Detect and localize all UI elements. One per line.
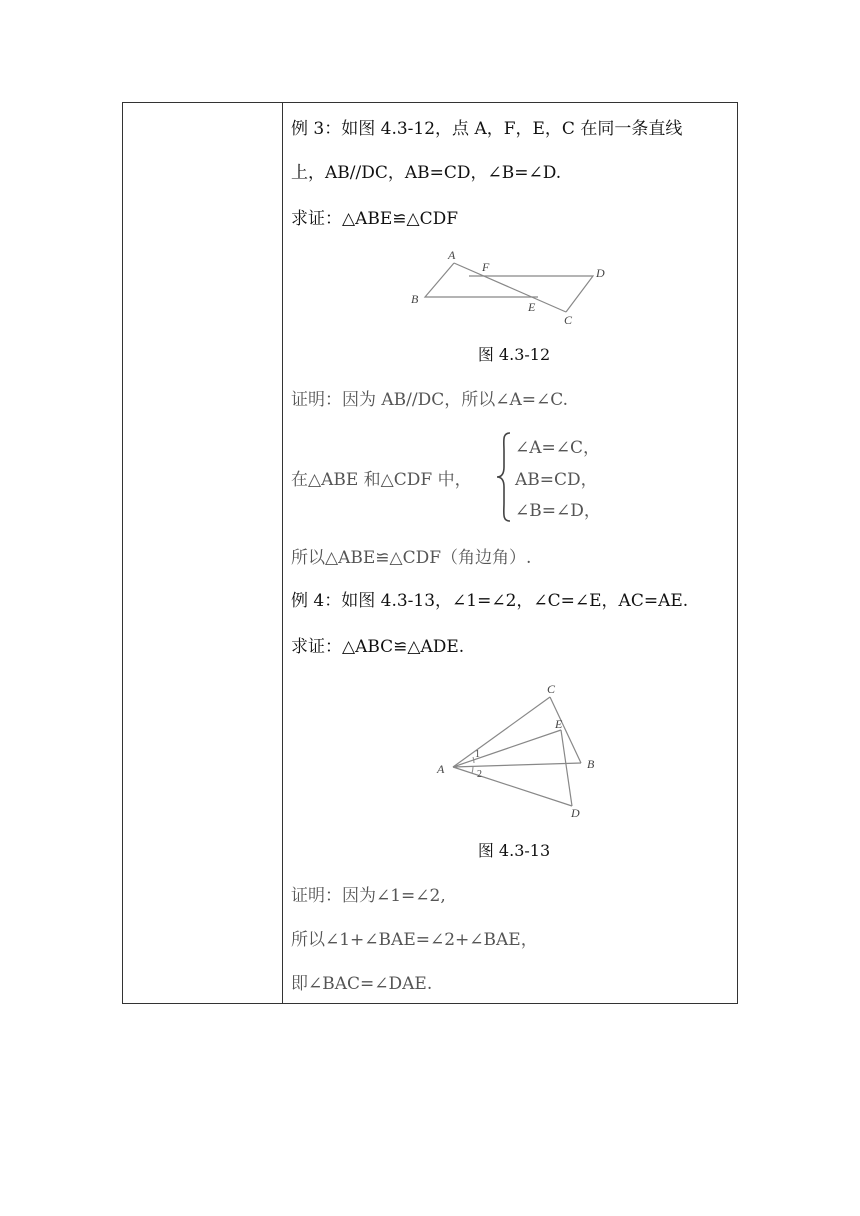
- figure1-label-c: C: [564, 313, 573, 327]
- brace-item-3: ∠B=∠D，: [515, 501, 601, 521]
- figure1-label-d: D: [596, 266, 605, 280]
- example4-proof-line1: 证明：因为∠1=∠2,: [291, 886, 446, 906]
- example3-proof-line2: 在△ABE 和△CDF 中，: [291, 470, 472, 490]
- figure1-label-b: B: [411, 292, 419, 306]
- figure2-label-b: B: [587, 757, 595, 771]
- figure-4-3-13: [431, 683, 611, 823]
- example3-proof-line1: 证明：因为 AB//DC，所以∠A=∠C.: [291, 390, 569, 410]
- example4-proof-line2: 所以∠1+∠BAE=∠2+∠BAE，: [291, 930, 538, 950]
- example4-statement: 例 4：如图 4.3-13，∠1=∠2，∠C=∠E，AC=AE.: [291, 591, 689, 611]
- example3-statement-line2: 上，AB//DC，AB=CD，∠B=∠D.: [291, 163, 562, 183]
- brace-item-2: AB=CD，: [515, 470, 598, 490]
- brace-item-1: ∠A=∠C，: [515, 438, 601, 458]
- column-divider: [282, 103, 283, 1003]
- example3-prove: 求证：△ABE≌△CDF: [291, 209, 459, 229]
- example4-proof-line3: 即∠BAC=∠DAE.: [291, 974, 433, 994]
- figure-4-3-12-caption: 图 4.3-12: [477, 345, 551, 364]
- figure2-label-e: E: [555, 717, 563, 731]
- figure2-label-c: C: [547, 682, 556, 696]
- brace-icon: [496, 431, 512, 523]
- figure1-label-f: F: [482, 260, 490, 274]
- figure2-label-2: 2: [477, 769, 482, 780]
- example3-statement-line1: 例 3：如图 4.3-12，点 A，F，E，C 在同一条直线: [291, 119, 683, 139]
- example3-conclusion: 所以△ABE≌△CDF（角边角）.: [291, 548, 532, 568]
- figure-4-3-13-caption: 图 4.3-13: [477, 841, 551, 860]
- figure-4-3-12: [411, 248, 621, 327]
- table-frame: [122, 102, 738, 1004]
- figure1-label-e: E: [528, 300, 536, 314]
- example4-prove: 求证：△ABC≌△ADE.: [291, 637, 465, 657]
- figure2-label-1: 1: [475, 749, 480, 760]
- figure1-label-a: A: [448, 248, 456, 262]
- figure2-label-a: A: [437, 762, 445, 776]
- figure2-label-d: D: [571, 806, 580, 820]
